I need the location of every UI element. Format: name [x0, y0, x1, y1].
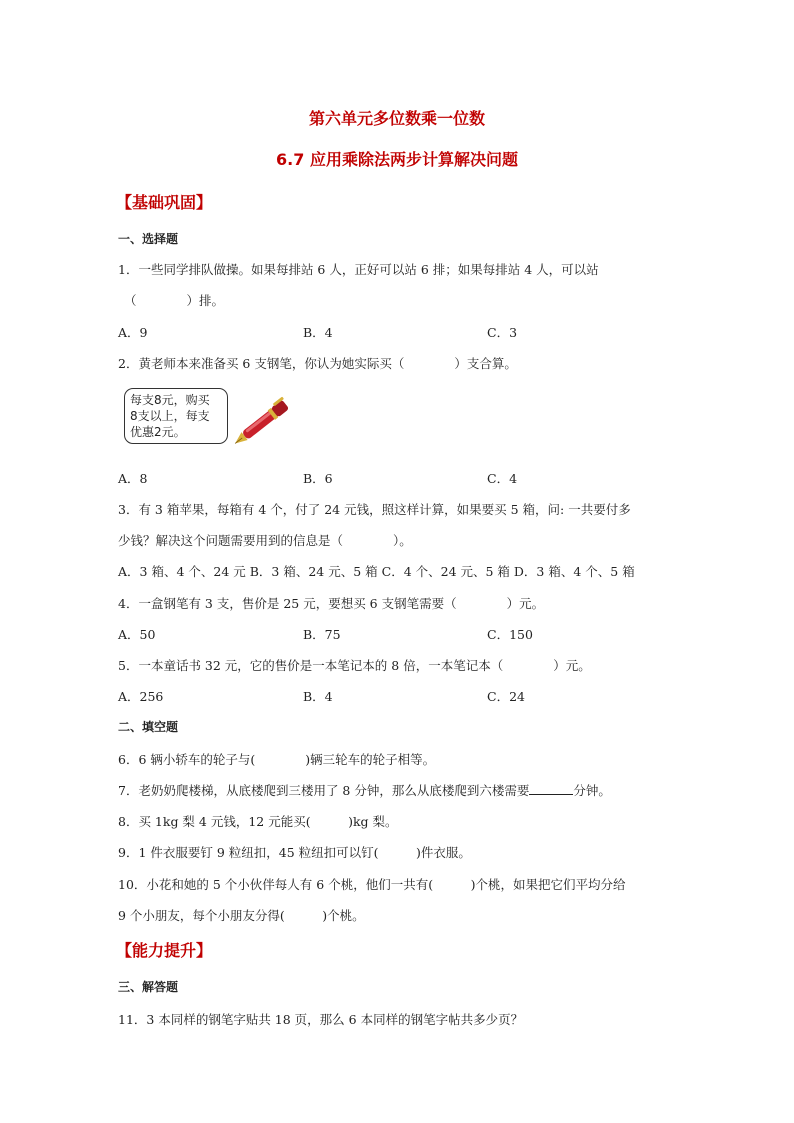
part-choice-heading: 一、选择题 [118, 232, 179, 246]
q7-answer-blank[interactable] [529, 782, 573, 795]
q3-options[interactable]: A．3 箱、4 个、24 元 B．3 箱、24 元、5 箱 C．4 个、24 元、5 箱 D．3 箱、4 个、5 箱 [118, 564, 635, 579]
section-basic: 【基础巩固】 [116, 193, 213, 212]
bubble-line-1: 每支8元，购买 [130, 393, 210, 407]
q5-option-a[interactable]: A．256 [118, 689, 164, 704]
q2-text-line1: 2．黄老师本来准备买 6 支钢笔，你认为她实际买（ ）支合算。 [118, 356, 517, 371]
q1-text-line2: （ ）排。 [124, 293, 225, 308]
q7-text-before: 7．老奶奶爬楼梯，从底楼爬到三楼用了 8 分钟，那么从底楼爬到六楼需要 [118, 783, 530, 798]
bubble-line-3: 优惠2元。 [130, 425, 186, 439]
q3-text-line2: 少钱？解决这个问题需要用到的信息是（ ）。 [118, 533, 412, 548]
q4-option-c[interactable]: C．150 [487, 627, 533, 642]
bubble-line-2: 8支以上，每支 [130, 409, 210, 423]
q5-option-c[interactable]: C．24 [487, 689, 525, 704]
q7-text [118, 781, 611, 799]
q1-text-line1: 1．一些同学排队做操。如果每排站 6 人，正好可以站 6 排；如果每排站 4 人，可以站 [118, 262, 599, 277]
q5-option-b[interactable]: B．4 [303, 689, 333, 704]
lesson-title: 6.7 应用乘除法两步计算解决问题 [276, 150, 518, 169]
price-speech-bubble [124, 388, 228, 444]
q2-option-b[interactable]: B．6 [303, 471, 333, 486]
q11-text: 11．3 本同样的钢笔字贴共 18 页，那么 6 本同样的钢笔字帖共多少页？ [118, 1012, 524, 1027]
q2-option-a[interactable]: A．8 [118, 471, 148, 486]
q1-option-c[interactable]: C．3 [487, 325, 518, 340]
q8-text: 8．买 1kg 梨 4 元钱，12 元能买( )kg 梨。 [118, 814, 398, 829]
q9-text: 9．1 件衣服要钉 9 粒纽扣，45 粒纽扣可以钉( )件衣服。 [118, 845, 471, 860]
q2-option-c[interactable]: C．4 [487, 471, 518, 486]
q3-text-line1: 3．有 3 箱苹果，每箱有 4 个，付了 24 元钱，照这样计算，如果要买 5 箱，问: 一共要付多 [118, 502, 631, 517]
q1-option-a[interactable]: A．9 [118, 325, 148, 340]
section-advanced: 【能力提升】 [116, 941, 213, 960]
fountain-pen-icon [232, 388, 306, 446]
q6-text: 6．6 辆小轿车的轮子与( )辆三轮车的轮子相等。 [118, 752, 436, 767]
q4-text-line1: 4．一盒钢笔有 3 支，售价是 25 元，要想买 6 支钢笔需要（ ）元。 [118, 596, 545, 611]
q4-option-b[interactable]: B．75 [303, 627, 341, 642]
part-answer-heading: 三、解答题 [118, 980, 179, 994]
q4-option-a[interactable]: A．50 [118, 627, 156, 642]
part-fill-heading: 二、填空题 [118, 720, 179, 734]
q5-text-line1: 5．一本童话书 32 元，它的售价是一本笔记本的 8 倍，一本笔记本（ ）元。 [118, 658, 591, 673]
q10-text-line2: 9 个小朋友，每个小朋友分得( )个桃。 [118, 908, 365, 923]
unit-title: 第六单元多位数乘一位数 [308, 109, 485, 128]
q7-text-after: 分钟。 [573, 783, 611, 798]
q1-option-b[interactable]: B．4 [303, 325, 333, 340]
q10-text-line1: 10．小花和她的 5 个小伙伴每人有 6 个桃，他们一共有( )个桃，如果把它们平均分给 [118, 877, 626, 892]
